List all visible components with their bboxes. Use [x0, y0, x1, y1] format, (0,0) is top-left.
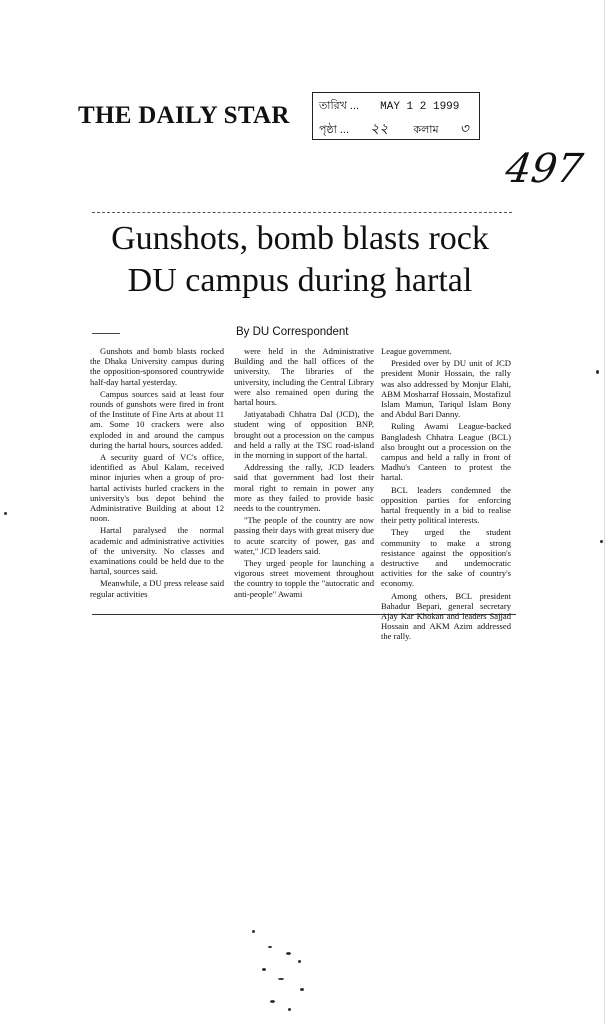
scan-edge: [604, 0, 605, 1024]
stamp-date: MAY 1 2 1999: [380, 101, 460, 113]
date-stamp: [312, 92, 480, 140]
paragraph: BCL leaders condemned the opposition parties for enforcing hartal frequently in a bid to realise their petty political interests.: [381, 484, 511, 526]
paragraph: were held in the Administrative Building and the hall offices of the university. The libraries of the university, including the Central Library were also remained open during the hartal hours.: [234, 346, 374, 408]
scan-speck: [596, 370, 599, 374]
scan-speck: [262, 968, 266, 971]
paragraph: Jatiyatabadi Chhatra Dal (JCD), the student wing of opposition BNP, brought out a procession on the campus and held a rally at the TSC road-island in the morning in support of the hartal.: [234, 409, 374, 461]
article-column-2: [234, 346, 374, 599]
scan-speck: [278, 978, 284, 980]
scan-speck: [298, 960, 301, 963]
scan-speck: [288, 1008, 291, 1011]
paragraph: Hartal paralysed the normal academic and administrative activities of the university. No classes and examinations could be held due to the hartal, sources said.: [90, 525, 224, 577]
paragraph: Gunshots and bomb blasts rocked the Dhaka University campus during the opposition-sponsored countrywide half-day hartal yesterday.: [90, 346, 224, 387]
paragraph: Meanwhile, a DU press release said regular activities: [90, 578, 224, 599]
stamp-page-label: পৃষ্ঠা ...: [319, 124, 350, 136]
scan-speck: [268, 946, 272, 948]
paragraph: Campus sources said at least four rounds of gunshots were fired in front of the Institute of Fine Arts at about 11 am. Some 10 crackers were also exploded in and around the campus during the hartal hours, sources added.: [90, 388, 224, 450]
stamp-column-label: কলাম: [413, 124, 439, 136]
handwritten-page-number: 497: [502, 146, 586, 192]
stamp-date-label: তারিখ ...: [319, 100, 360, 112]
paragraph: Ruling Awami League-backed Bangladesh Chhatra League (BCL) also brought out a procession on the campus and held a rally in front of Madhu's Canteen to protest the hartal.: [381, 421, 511, 483]
stamp-page-handwritten: ২২: [370, 121, 389, 137]
stamp-column-handwritten: ৩: [459, 121, 469, 137]
paragraph: Presided over by DU unit of JCD president Monir Hossain, the rally was also addressed by Monjur Elahi, ABM Mosharraf Hossain, Mostafizul Islam Mamun, Tariqul Islam Bony and Abdul Bari Danny.: [381, 358, 511, 420]
headline: [80, 218, 520, 302]
headline-line-2: DU campus during hartal: [127, 262, 473, 299]
paragraph: League government.: [381, 346, 452, 356]
paragraph: They urged the student community to make a strong resistance against the opposition's destructive and undemocratic activities for the sake of country's economy.: [381, 527, 511, 589]
article-column-1: [90, 346, 224, 599]
scan-speck: [270, 1000, 275, 1003]
bottom-rule: [92, 614, 516, 615]
byline: By DU Correspondent: [236, 326, 349, 338]
top-rule: [92, 212, 512, 213]
paragraph: Addressing the rally, JCD leaders said that government had lost their moral right to remain in power any more as they failed to provide basic needs to the countrymen.: [234, 462, 374, 514]
scan-speck: [286, 952, 291, 955]
scan-speck: [252, 930, 255, 933]
article-column-3: [381, 346, 511, 642]
scan-speck: [4, 512, 7, 515]
paragraph: They urged people for launching a vigorous street movement throughout the country to topple the "autocratic and anti-people" Awami: [234, 558, 374, 599]
scan-speck: [600, 540, 603, 543]
paragraph: "The people of the country are now passing their days with great misery due to acute scarcity of power, gas and water," JCD leaders said.: [234, 515, 374, 556]
paragraph: Among others, BCL president Bahadur Bepari, general secretary Ajay Kar Khokan and leaders Sajjad Hossain and AKM Azim addressed the rally.: [381, 590, 511, 642]
headline-line-1: Gunshots, bomb blasts rock: [111, 220, 489, 257]
paragraph: A security guard of VC's office, identified as Abul Kalam, received minor injuries when a group of pro-hartal activists hurled crackers in the university's bus depot behind the Administrative Building at about 12 noon.: [90, 452, 224, 524]
newspaper-masthead: THE DAILY STAR: [78, 102, 290, 129]
scan-speck: [300, 988, 304, 991]
byline-dash: [92, 333, 120, 334]
